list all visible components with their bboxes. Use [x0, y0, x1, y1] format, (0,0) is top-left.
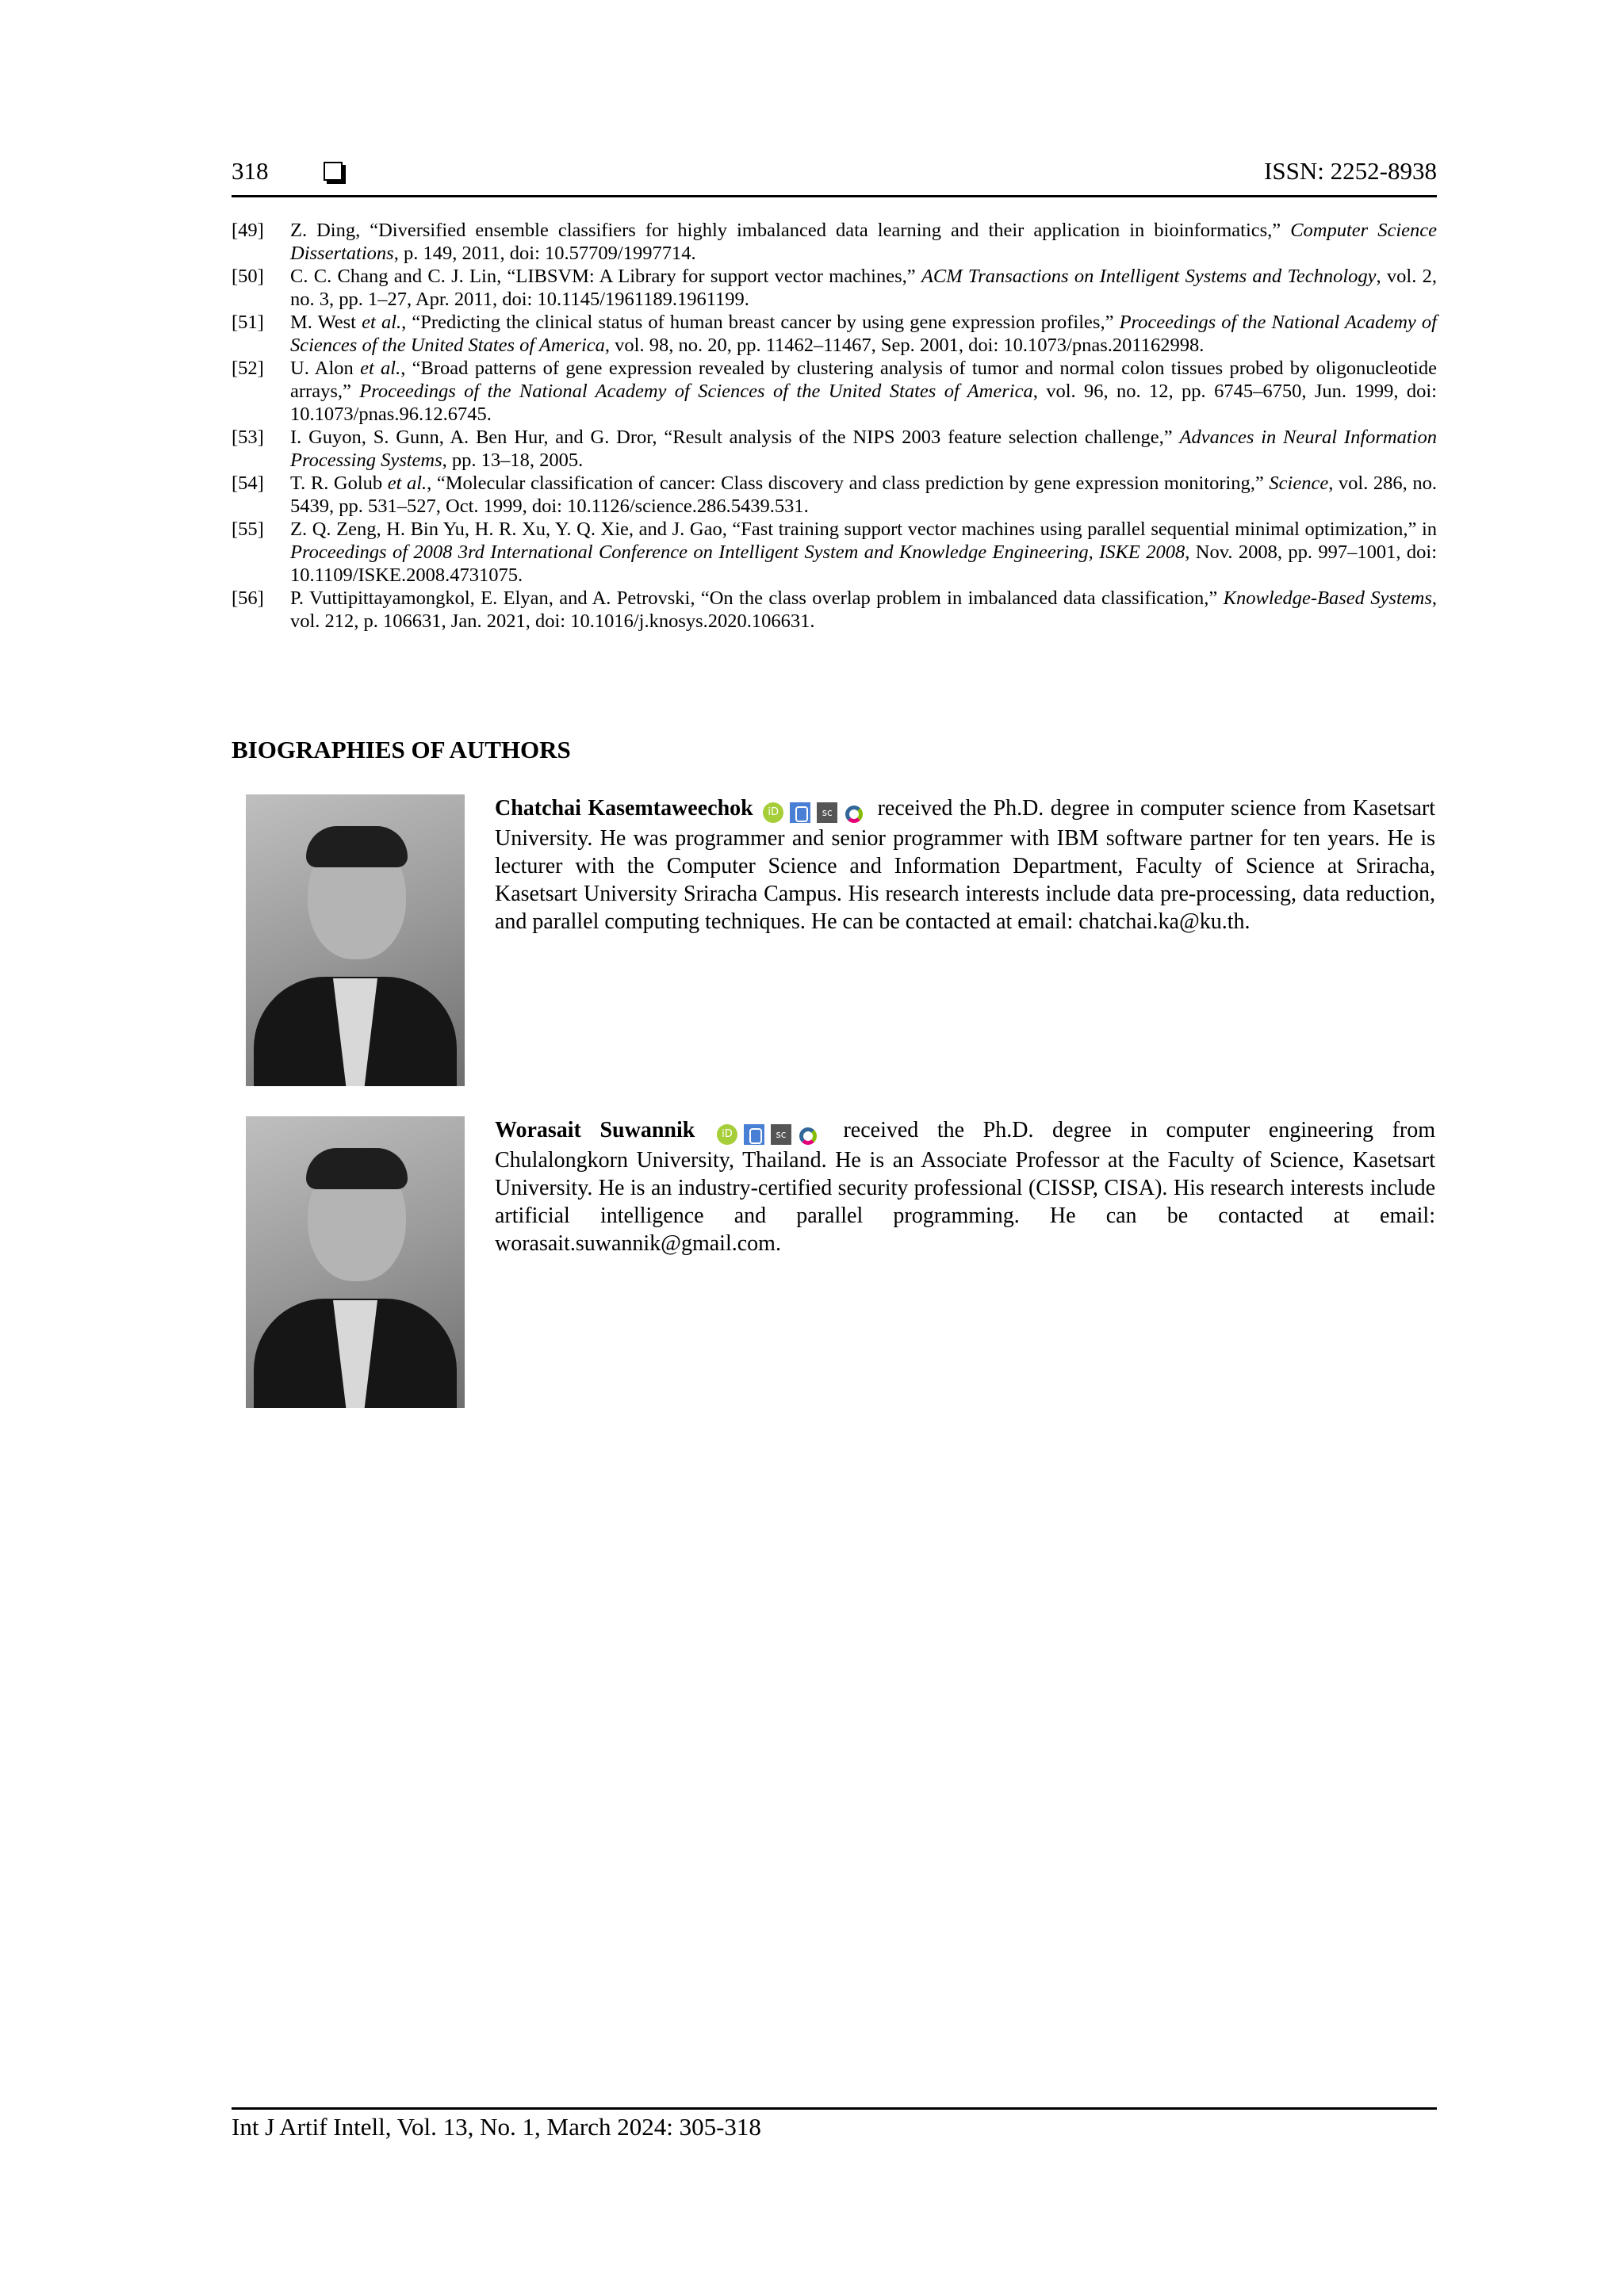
- reference-list: [232, 219, 1437, 633]
- reference-italic-segment: Knowledge-Based Systems: [1223, 587, 1432, 609]
- orcid-icon[interactable]: iD: [717, 1124, 737, 1145]
- reference-item: [232, 311, 1437, 357]
- reference-text: [290, 518, 1437, 587]
- google-scholar-icon[interactable]: [790, 802, 810, 823]
- reference-segment: M. West: [290, 312, 362, 333]
- reference-italic-segment: et al.: [362, 312, 402, 333]
- reference-segment: I. Guyon, S. Gunn, A. Ben Hur, and G. Dror, “Result analysis of the NIPS 2003 feature selection challenge,”: [290, 427, 1180, 448]
- reference-segment: , “Predicting the clinical status of human breast cancer by using gene expression profiles,”: [401, 312, 1120, 333]
- reference-italic-segment: Advances in Neural Information Processing Systems: [290, 427, 1437, 471]
- reference-text: [290, 311, 1437, 357]
- reference-number: [54]: [232, 473, 264, 494]
- author-name-1: Chatchai Kasemtaweechok: [495, 796, 753, 821]
- reference-text: [290, 472, 1437, 518]
- reference-segment: U. Alon: [290, 358, 361, 379]
- reference-segment: , vol. 212, p. 106631, Jan. 2021, doi: 10.1016/j.knosys.2020.106631.: [290, 587, 1437, 632]
- reference-text: [290, 426, 1437, 472]
- reference-italic-segment: Proceedings of 2008 3rd International Conference on Intelligent System and Knowledge Engineering, ISKE 2008: [290, 541, 1185, 563]
- reference-italic-segment: ACM Transactions on Intelligent Systems and Technology: [921, 266, 1377, 287]
- reference-text: [290, 587, 1437, 633]
- reference-segment: T. R. Golub: [290, 473, 388, 494]
- reference-item: [232, 426, 1437, 472]
- reference-item: [232, 219, 1437, 265]
- publons-icon[interactable]: [844, 804, 861, 821]
- reference-item: [232, 357, 1437, 426]
- reference-italic-segment: Computer Science Dissertations: [290, 220, 1438, 264]
- reference-number: [51]: [232, 312, 264, 333]
- reference-segment: , vol. 96, no. 12, pp. 6745–6750, Jun. 1999, doi: 10.1073/pnas.96.12.6745.: [290, 381, 1437, 425]
- reference-text: [290, 357, 1437, 426]
- reference-number: [52]: [232, 358, 264, 379]
- reference-number: [55]: [232, 519, 264, 540]
- reference-italic-segment: et al.: [360, 358, 401, 379]
- page-footer: [232, 2107, 1437, 2141]
- reference-italic-segment: Proceedings of the National Academy of Sciences of the United States of America: [290, 312, 1437, 356]
- reference-text: [290, 219, 1437, 265]
- author-icons-1: [763, 797, 868, 825]
- reference-item: [232, 587, 1437, 633]
- reference-segment: , pp. 13–18, 2005.: [442, 450, 584, 471]
- reference-segment: , p. 149, 2011, doi: 10.57709/1997714.: [393, 243, 696, 264]
- author-name-2: Worasait Suwannik: [495, 1118, 695, 1142]
- reference-segment: P. Vuttipittayamongkol, E. Elyan, and A. Petrovski, “On the class overlap problem in imbalanced data classification,”: [290, 587, 1224, 609]
- reference-number: [49]: [232, 220, 264, 241]
- reference-italic-segment: et al.: [387, 473, 427, 494]
- reference-item: [232, 472, 1437, 518]
- scopus-icon[interactable]: sc: [817, 802, 837, 823]
- author-icons-2: [717, 1119, 822, 1146]
- author-bio-text-1: [495, 794, 1435, 936]
- author-photo-1: [246, 794, 465, 1086]
- reference-italic-segment: Proceedings of the National Academy of Sciences of the United States of America: [359, 381, 1033, 402]
- reference-segment: , vol. 98, no. 20, pp. 11462–11467, Sep. 2001, doi: 10.1073/pnas.201162998.: [604, 335, 1205, 356]
- author-description-2: received the Ph.D. degree in computer engineering from Chulalongkorn University, Thailand. He is an Associate Professor at the Faculty of Science, Kasetsart University. He is an industry-certified security professional (CISSP, CISA). His research interests include artificial intelligence and parallel programming. He can be contacted at email: worasait.suwannik@gmail.com.: [495, 1118, 1436, 1256]
- reference-segment: Z. Q. Zeng, H. Bin Yu, H. R. Xu, Y. Q. Xie, and J. Gao, “Fast training support vector machines using parallel sequential minimal optimization,” in: [290, 519, 1437, 540]
- reference-segment: , “Broad patterns of gene expression revealed by clustering analysis of tumor and normal colon tissues probed by oligonucleotide arrays,”: [290, 358, 1437, 402]
- author-description-1: received the Ph.D. degree in computer science from Kasetsart University. He was programmer and senior programmer with IBM software partner for ten years. He is lecturer with the Computer Science and Information Department, Faculty of Science at Sriracha, Kasetsart University Sriracha Campus. His research interests include data pre-processing, data reduction, and parallel computing techniques. He can be contacted at email: chatchai.ka@ku.th.: [495, 796, 1436, 934]
- orcid-icon[interactable]: iD: [763, 802, 783, 823]
- reference-italic-segment: Science: [1269, 473, 1329, 494]
- reference-segment: , Nov. 2008, pp. 997–1001, doi: 10.1109/ISKE.2008.4731075.: [290, 541, 1438, 586]
- issn: ISSN: 2252-8938: [1264, 157, 1437, 185]
- reference-item: [232, 518, 1437, 587]
- reference-number: [56]: [232, 587, 264, 609]
- reference-segment: Z. Ding, “Diversified ensemble classifiers for highly imbalanced data learning and their application in bioinformatics,”: [290, 220, 1291, 241]
- page-header: [232, 151, 1437, 197]
- reference-segment: C. C. Chang and C. J. Lin, “LIBSVM: A Library for support vector machines,”: [290, 266, 921, 287]
- page-number: 318: [232, 157, 269, 185]
- biographies-heading: BIOGRAPHIES OF AUTHORS: [232, 736, 571, 763]
- reference-number: [53]: [232, 427, 264, 448]
- reference-segment: , vol. 2, no. 3, pp. 1–27, Apr. 2011, doi: 10.1145/1961189.1961199.: [290, 266, 1437, 310]
- reference-segment: , “Molecular classification of cancer: Class discovery and class prediction by gene expression monitoring,”: [427, 473, 1270, 494]
- author-photo-2: [246, 1116, 465, 1408]
- reference-segment: , vol. 286, no. 5439, pp. 531–527, Oct. 1999, doi: 10.1126/science.286.5439.531.: [290, 473, 1437, 517]
- square-bullet-icon: [324, 162, 343, 181]
- author-bio-text-2: [495, 1116, 1435, 1257]
- reference-text: [290, 265, 1437, 311]
- reference-item: [232, 265, 1437, 311]
- journal-citation: Int J Artif Intell, Vol. 13, No. 1, March 2024: 305-318: [232, 2113, 761, 2141]
- reference-number: [50]: [232, 266, 264, 287]
- publons-icon[interactable]: [798, 1126, 815, 1143]
- scopus-icon[interactable]: sc: [771, 1124, 791, 1145]
- google-scholar-icon[interactable]: [744, 1124, 764, 1145]
